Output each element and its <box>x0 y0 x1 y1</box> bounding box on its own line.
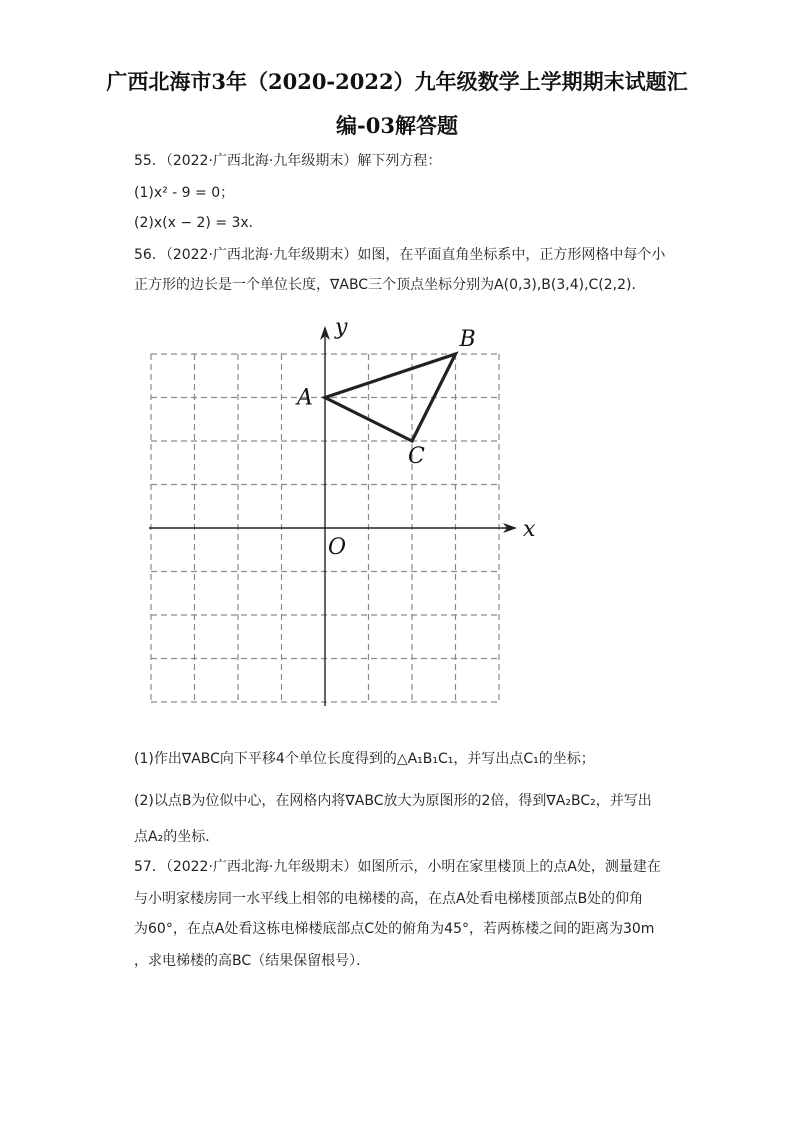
q56-stem-line2: 正方形的边长是一个单位长度，∇ABC三个顶点坐标分别为A(0,3),B(3,4),C(2,2)． <box>134 277 646 293</box>
origin-label: O <box>328 535 347 560</box>
q56-part2-line1: (2)以点B为位似中心，在网格内将∇ABC放大为原图形的2倍，得到∇A₂BC₂，并写出 <box>134 793 652 809</box>
q55-stem: 55．（2022·广西北海·九年级期末）解下列方程： <box>134 153 442 169</box>
vertex-label-b: B <box>459 327 476 352</box>
q55-part1: (1)x² - 9 = 0； <box>134 185 235 201</box>
q55-part2: (2)x(x − 2) = 3x． <box>134 215 263 231</box>
coordinate-grid-svg <box>120 320 540 720</box>
x-axis-label: x <box>523 517 536 542</box>
q56-stem-line1: 56．（2022·广西北海·九年级期末）如图，在平面直角坐标系中，正方形网格中每个小 <box>134 247 666 263</box>
page-title-line2: 编-03解答题 <box>336 113 458 138</box>
page-title-line1: 广西北海市3年（2020-2022）九年级数学上学期期末试题汇 <box>106 69 688 94</box>
vertex-label-a: A <box>297 385 313 411</box>
q57-stem-line2: 与小明家楼房同一水平线上相邻的电梯楼的高，在点A处看电梯楼顶部点B处的仰角 <box>134 891 644 907</box>
q57-stem-line1: 57．（2022·广西北海·九年级期末）如图所示，小明在家里楼顶上的点A处，测量建在 <box>134 859 661 875</box>
q57-stem-line3: 为60°，在点A处看这栋电梯楼底部点C处的俯角为45°，若两栋楼之间的距离为30m <box>134 921 655 937</box>
q56-part2-line2: 点A₂的坐标． <box>134 829 220 845</box>
y-axis-label: y <box>335 320 348 340</box>
coordinate-grid-figure <box>120 320 540 720</box>
vertex-label-c: C <box>408 444 425 469</box>
q57-stem-line4: ，求电梯楼的高BC（结果保留根号）． <box>134 953 371 969</box>
q56-part1: (1)作出∇ABC向下平移4个单位长度得到的△A₁B₁C₁，并写出点C₁的坐标； <box>134 751 595 767</box>
